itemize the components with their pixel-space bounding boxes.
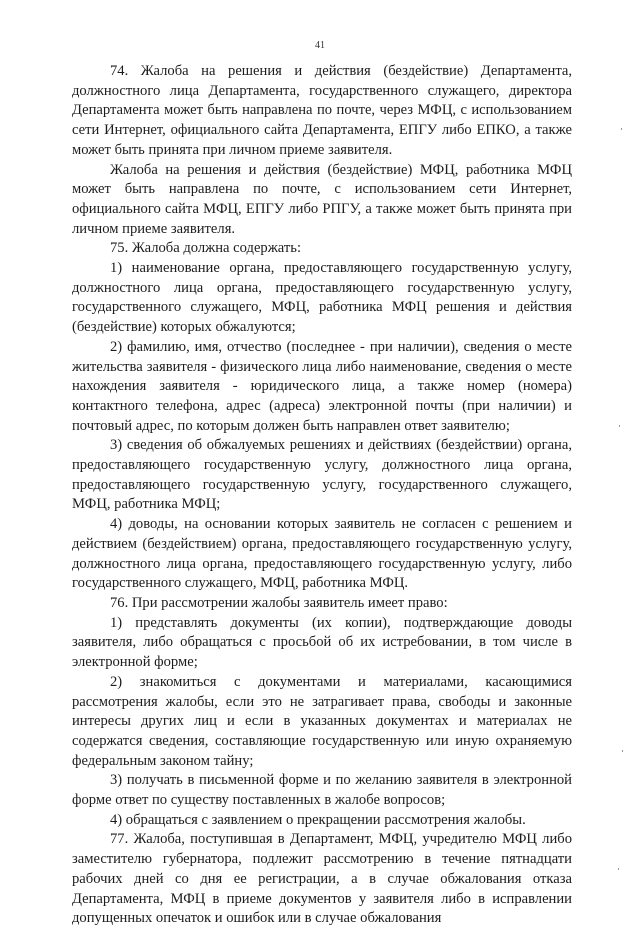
scan-speck (618, 868, 619, 870)
paragraph-75-item-3: 3) сведения об обжалуемых решениях и действиях (бездействии) органа, предоставляющего государственную услугу, должностного лица органа, предоставляющего государственную услугу, государственного служащего, МФЦ, работника МФЦ; (72, 437, 572, 513)
paragraph-76-item-2: 2) знакомиться с документами и материалами, касающимися рассмотрения жалобы, если это не затрагивает права, свободы и законные интересы других лиц и если в указанных документах и материалах не содержатся сведения, составляющие государственную или иную охраняемую федеральным законом тайну; (72, 673, 572, 769)
paragraph-75-item-1: 1) наименование органа, предоставляющего государственную услугу, должностного лица органа, предоставляющего государственную услугу, государственного служащего, МФЦ, работника МФЦ решения и действия (бездействие) которых обжалуются; (72, 260, 572, 336)
paragraph-75: 75. Жалоба должна содержать: (110, 240, 301, 257)
paragraph-75-item-2: 2) фамилию, имя, отчество (последнее - при наличии), сведения о месте жительства заявителя - физического лица либо наименование, сведения о месте нахождения заявителя - юридического лица, а также номер (номера) контактного телефона, адрес (адреса) электронной почты (при наличии) и почтовый адрес, по которым должен быть направлен ответ заявителю; (72, 338, 572, 434)
document-body (72, 62, 572, 929)
paragraph-76-item-1: 1) представлять документы (их копии), подтверждающие доводы заявителя, либо обращаться с просьбой об их истребовании, в том числе в электронной форме; (72, 614, 572, 671)
paragraph-76-item-3: 3) получать в письменной форме и по желанию заявителя в электронной форме ответ по существу поставленных в жалобе вопросов; (72, 772, 572, 809)
paragraph-76-item-4: 4) обращаться с заявлением о прекращении рассмотрения жалобы. (110, 811, 526, 828)
scan-speck (621, 128, 622, 130)
paragraph-76: 76. При рассмотрении жалобы заявитель имеет право: (110, 594, 448, 611)
paragraph-74: 74. Жалоба на решения и действия (бездействие) Департамента, должностного лица Департамента, государственного служащего, директора Департамента может быть направлена по почте, через МФЦ, с использованием сети Интернет, официального сайта Департамента, ЕПГУ либо ЕПКО, а также может быть принята при личном приеме заявителя. (72, 63, 572, 158)
paragraph-74-mfc: Жалоба на решения и действия (бездействие) МФЦ, работника МФЦ может быть направлена по почте, с использованием сети Интернет, официального сайта МФЦ, ЕПГУ либо РПГУ, а также может быть принята при личном приеме заявителя. (72, 161, 572, 237)
scan-speck (622, 750, 623, 752)
paragraph-75-item-4: 4) доводы, на основании которых заявитель не согласен с решением и действием (бездействием) органа, предоставляющего государственную услугу, должностного лица органа, предоставляющего государственную услугу, либо государственного служащего, МФЦ, работника МФЦ. (72, 516, 572, 592)
scan-speck (619, 425, 620, 427)
paragraph-77: 77. Жалоба, поступившая в Департамент, МФЦ, учредителю МФЦ либо заместителю губернатора, подлежит рассмотрению в течение пятнадцати рабочих дней со дня ее регистрации, а в случае обжалования отказа Департамента, МФЦ в приеме документов у заявителя либо в исправлении допущенных опечаток и ошибок или в случае обжалования (72, 831, 572, 927)
page-number: 41 (315, 40, 325, 51)
